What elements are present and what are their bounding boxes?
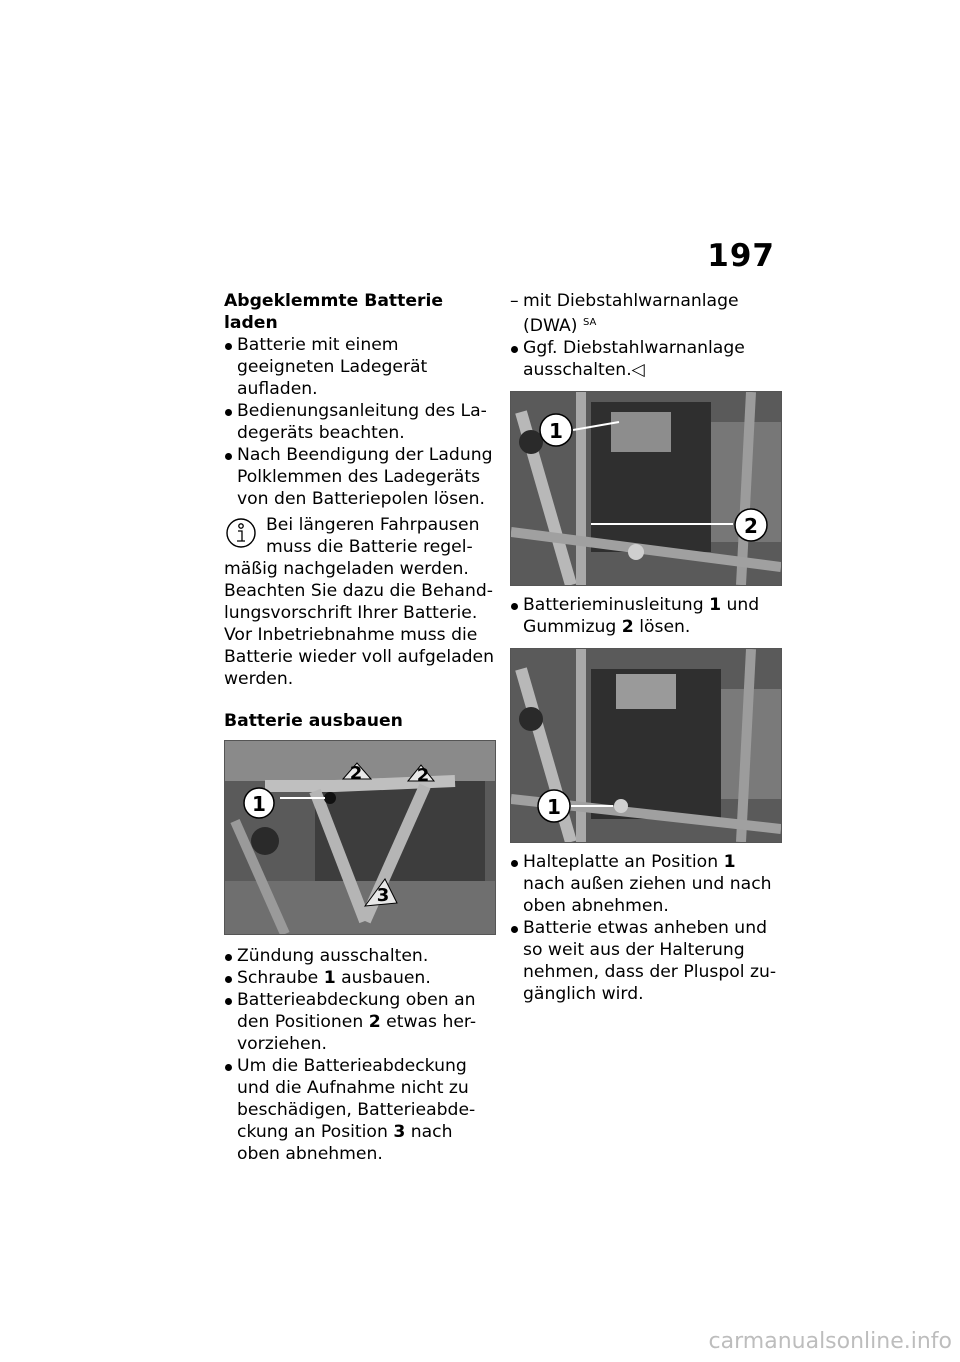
list-item: Schraube 1 ausbauen. — [224, 967, 496, 989]
page-number: 197 — [707, 238, 775, 274]
sa-mark: SA — [582, 317, 597, 328]
info-icon — [224, 516, 258, 550]
list-item: Batterieminusleitung 1 und Gummizug 2 lösen. — [510, 594, 782, 638]
list-item: – mit Diebstahlwarnanlage (DWA) $^{SA}$ — [510, 290, 782, 337]
note-text: mäßig nachgeladen werden. Beachten Sie dazu die Behand-lungsvorschrift Ihrer Batterie. Vor Inbetriebnahme muss die Batterie wieder voll aufgeladen werden. — [224, 559, 495, 689]
info-note — [224, 514, 496, 690]
remove-steps — [224, 945, 496, 1165]
list-item: Nach Beendigung der Ladung Polklemmen des Ladegeräts von den Batteriepolen lösen. — [224, 444, 496, 510]
photo-battery-minus — [510, 391, 782, 586]
removal-final-steps — [510, 851, 782, 1005]
list-item: Batterie etwas anheben und so weit aus der Halterung nehmen, dass der Pluspol zu-gänglich wird. — [510, 917, 782, 1005]
list-item: Zündung ausschalten. — [224, 945, 496, 967]
footer-watermark[interactable]: carmanualsonline.info — [708, 1329, 952, 1354]
photo-label: 1 — [252, 792, 266, 816]
left-column — [224, 290, 496, 1165]
list-item: Ggf. Diebstahlwarnanlage ausschalten.◁ — [510, 337, 782, 381]
list-item: Bedienungsanleitung des La-degeräts beachten. — [224, 400, 496, 444]
section-title-charge: Abgeklemmte Batterie laden — [224, 291, 444, 333]
end-mark: ◁ — [631, 360, 645, 380]
photo-battery-cover — [224, 740, 496, 935]
list-item: Um die Batterieabdeckung und die Aufnahme nicht zu beschädigen, Batterieabde-ckung an Position 3 nach oben abnehmen. — [224, 1055, 496, 1165]
minus-steps — [510, 594, 782, 638]
photo-label: 2 — [416, 765, 430, 786]
charge-steps — [224, 334, 496, 510]
photo-label: 1 — [549, 419, 563, 443]
list-item: Halteplatte an Position 1 nach außen ziehen und nach oben abnehmen. — [510, 851, 782, 917]
section-title-remove: Batterie ausbauen — [224, 711, 403, 731]
list-item: Batterieabdeckung oben an den Positionen 2 etwas her-vorziehen. — [224, 989, 496, 1055]
photo-label: 2 — [349, 763, 363, 784]
photo-label: 1 — [547, 795, 561, 819]
list-item: Batterie mit einem geeigneten Ladegerät aufladen. — [224, 334, 496, 400]
photo-label: 3 — [376, 885, 390, 906]
right-column — [510, 290, 782, 1005]
alarm-steps — [510, 290, 782, 381]
photo-label: 2 — [744, 514, 758, 538]
photo-holding-plate — [510, 648, 782, 843]
note-first-line: Bei längeren Fahrpausen muss die Batterie regel- — [266, 515, 480, 557]
